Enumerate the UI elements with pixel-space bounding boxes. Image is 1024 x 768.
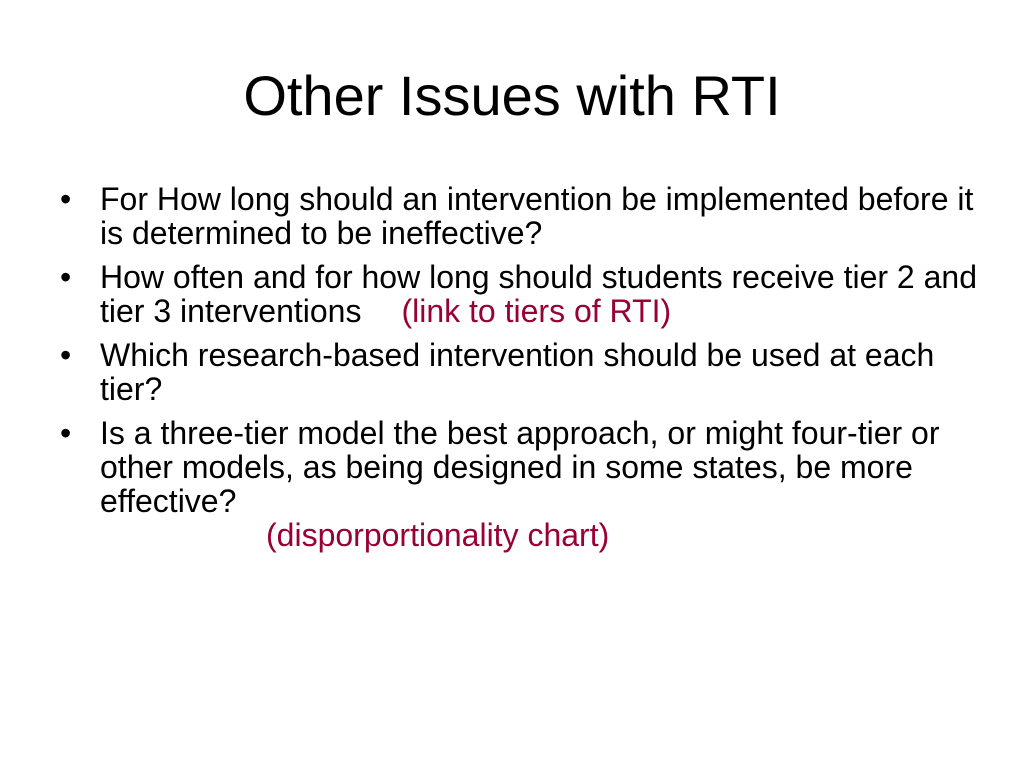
bullet-text: Is a three-tier model the best approach, or might four-tier or other models, as being designed in some states, be more effective? <box>100 415 940 519</box>
bullet-item <box>52 338 982 406</box>
bullet-item <box>52 416 982 552</box>
bullet-text: Which research-based intervention should be used at each tier? <box>100 337 935 407</box>
disproportionality-chart-link[interactable]: (disporportionality chart) <box>266 517 610 553</box>
bullet-dot-icon: • <box>60 181 72 217</box>
bullet-item <box>52 260 982 328</box>
slide-title: Other Issues with RTI <box>243 64 781 127</box>
bullet-text: How often and for how long should students receive tier 2 and tier 3 interventions <box>100 259 977 329</box>
bullet-dot-icon: • <box>60 259 72 295</box>
bullet-list <box>52 182 982 562</box>
bullet-dot-icon: • <box>60 337 72 373</box>
bullet-item <box>52 182 982 250</box>
tiers-of-rti-link[interactable]: (link to tiers of RTI) <box>401 293 672 329</box>
bullet-text: For How long should an intervention be implemented before it is determined to be ineffective? <box>100 181 974 251</box>
bullet-dot-icon: • <box>60 415 72 451</box>
